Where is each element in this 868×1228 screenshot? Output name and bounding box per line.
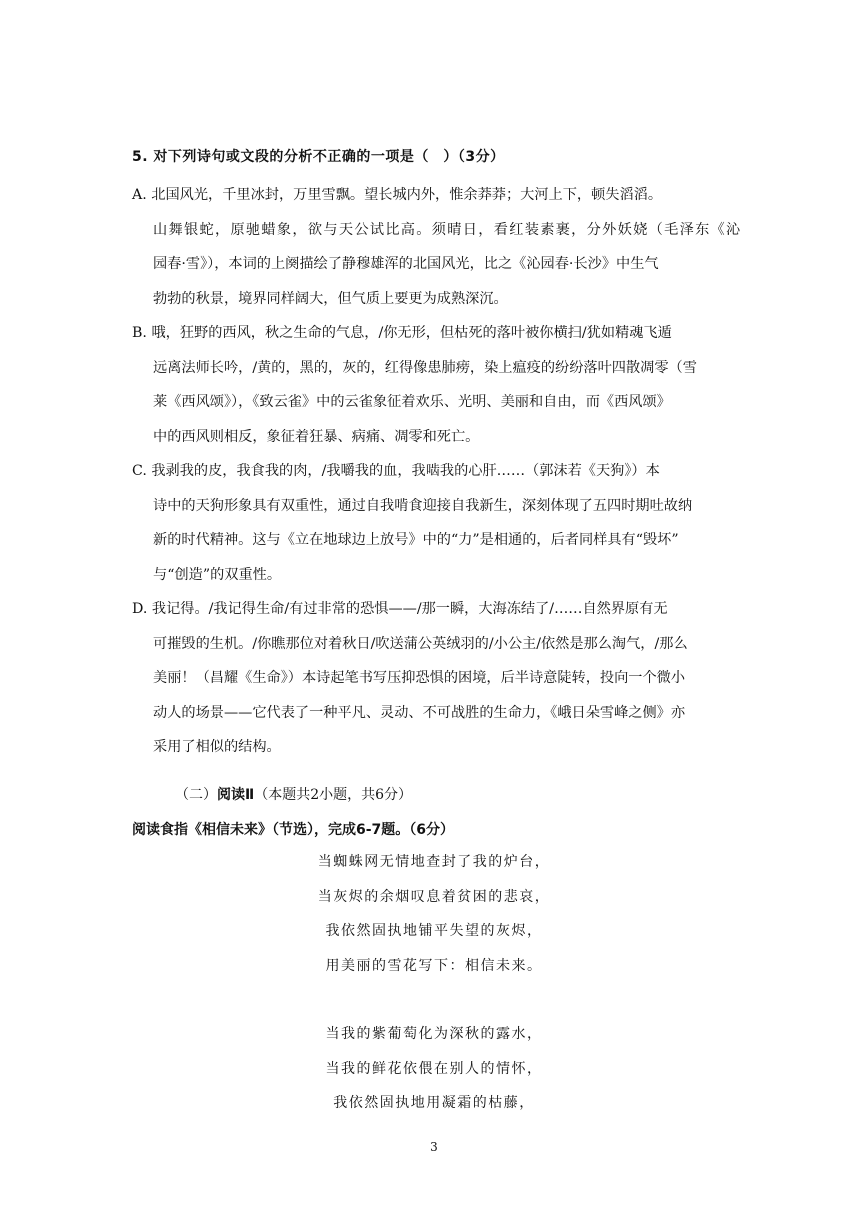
poem-line: 当我的紫葡萄化为深秋的露水， <box>325 1026 543 1042</box>
section-name: 阅读Ⅱ <box>217 787 255 803</box>
option-c <box>132 454 739 592</box>
option-c-line: C. 我剥我的皮，我食我的肉，/我嚼我的血，我啮我的心肝……（郭沫若《天狗》）本 <box>132 463 660 479</box>
poem-stanza-2 <box>0 1017 868 1121</box>
option-a-line: A. 北国风光，千里冰封，万里雪飘。望长城内外，惟余莽莽；大河上下，顿失滔滔。 <box>132 187 663 203</box>
option-a-line: 勃勃的秋景，境界同样阔大，但气质上要更为成熟深沉。 <box>153 290 508 307</box>
option-a-line: 山舞银蛇，原驰蜡象，欲与天公试比高。须晴日，看红装素裹，分外妖娆（毛泽东《沁 <box>153 221 742 238</box>
poem-line: 我依然固执地用凝霜的枯藤， <box>333 1095 535 1111</box>
poem-line: 当蜘蛛网无情地查封了我的炉台， <box>317 854 551 870</box>
option-a <box>132 178 742 316</box>
section-header <box>175 784 412 804</box>
option-c-line: 与“创造”的双重性。 <box>153 566 282 583</box>
section-note: （本题共2小题，共6分） <box>254 787 413 803</box>
poem-line: 当灰烬的余烟叹息着贫困的悲哀， <box>317 888 551 905</box>
option-d-line: 美丽！（昌耀《生命》）本诗起笔书写压抑恐惧的困境，后半诗意陡转，投向一个微小 <box>153 670 686 686</box>
section-prefix: （二） <box>175 787 217 803</box>
option-c-line: 诗中的天狗形象具有双重性，通过自我啃食迎接自我新生，深刻体现了五四时期吐故纳 <box>153 497 693 514</box>
page-number: 3 <box>430 1140 438 1154</box>
option-b-line: 中的西风则相反，象征着狂暴、病痛、凋零和死亡。 <box>153 428 480 445</box>
option-c-line: 新的时代精神。这与《立在地球边上放号》中的“力”是相通的，后者同样具有“毁坏” <box>153 532 679 548</box>
option-d-line: D. 我记得。/我记得生命/有过非常的恐惧——/那一瞬，大海冻结了/……自然界原有无 <box>132 601 668 617</box>
option-d-line: 动人的场景——它代表了一种平凡、灵动、不可战胜的生命力，《峨日朵雪峰之侧》亦 <box>153 704 686 721</box>
option-b-line: 莱《西风颂》），《致云雀》中的云雀象征着欢乐、光明、美丽和自由，而《西风颂》 <box>153 394 671 410</box>
option-d-line: 采用了相似的结构。 <box>153 739 281 755</box>
poem-line: 用美丽的雪花写下：相信未来。 <box>325 957 543 974</box>
poem-line: 我依然固执地铺平失望的灰烬， <box>325 923 543 939</box>
option-b <box>132 316 739 454</box>
poem-stanza-1 <box>0 845 868 983</box>
reading-prompt: 阅读食指《相信未来》（节选），完成6-7题。（6分） <box>132 822 455 838</box>
option-d-line: 可摧毁的生机。/你瞧那位对着秋日/吹送蒲公英绒羽的/小公主/依然是那么淘气，/那么 <box>153 635 688 652</box>
poem-line: 当我的鲜花依偎在别人的情怀， <box>325 1060 543 1077</box>
option-a-line: 园春·雪》），本词的上阕描绘了静穆雄浑的北国风光，比之《沁园春·长沙》中生气 <box>153 256 659 272</box>
option-d <box>132 592 739 765</box>
option-b-line: B. 哦，狂野的西风，秋之生命的气息，/你无形，但枯死的落叶被你横扫/犹如精魂飞遁 <box>132 325 672 341</box>
question-5-title: 5. 对下列诗句或文段的分析不正确的一项是（ ）（3分） <box>132 149 505 165</box>
option-b-line: 远离法师长吟，/黄的，黑的，灰的，红得像患肺痨，染上瘟疫的纷纷落叶四散凋零（雪 <box>153 359 697 376</box>
